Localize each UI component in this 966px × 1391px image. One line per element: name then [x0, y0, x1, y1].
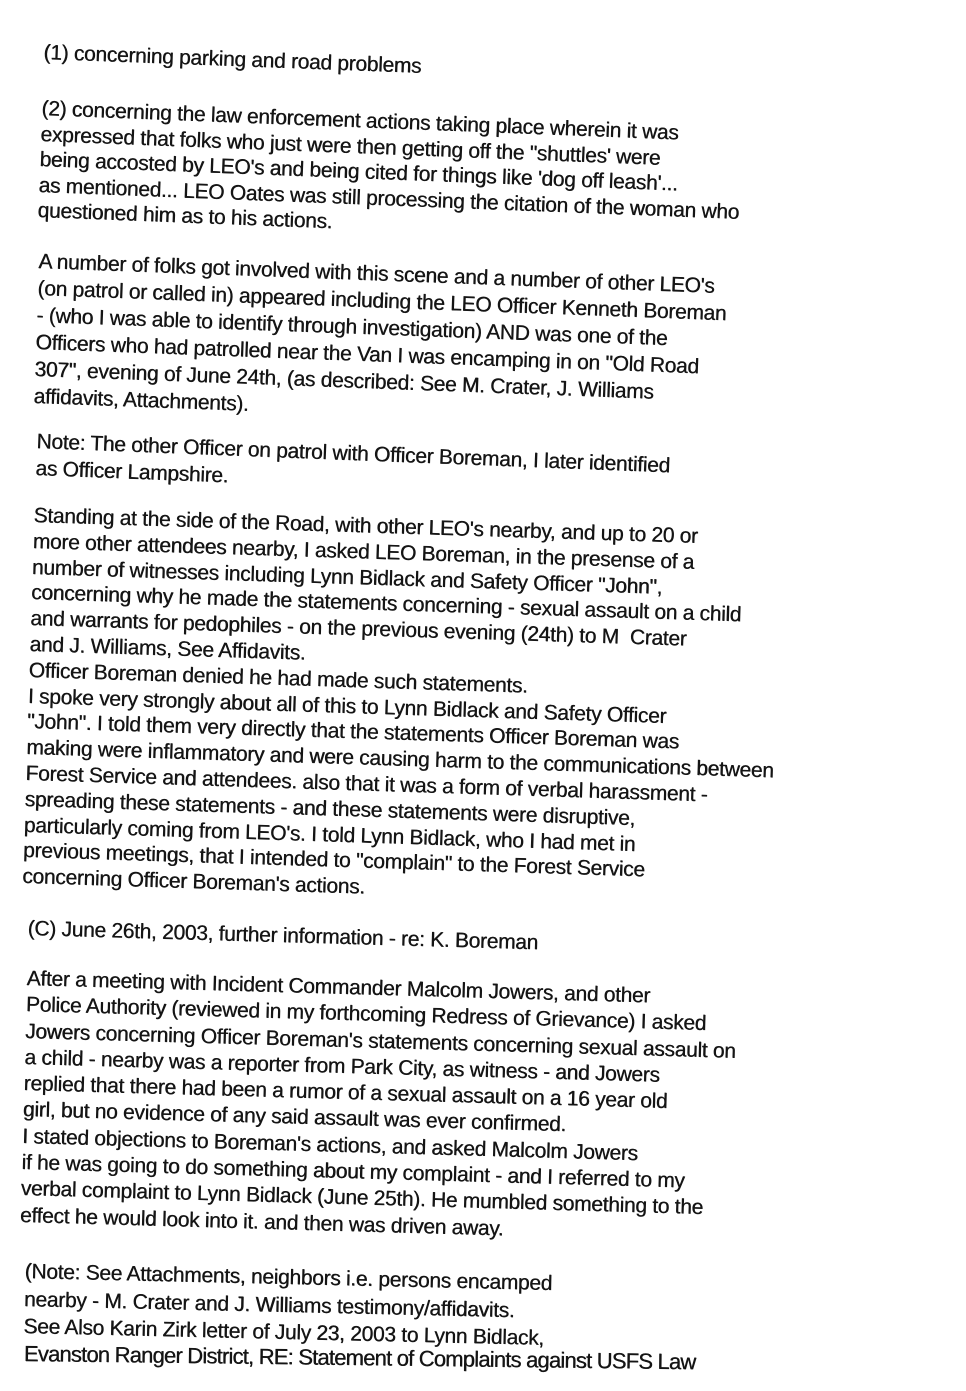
- paragraph-scene-boreman-identification: A number of folks got involved with this scene and a number of other LEO's (on patrol or called in) appeared including the LEO Officer Kenneth Boreman - (who I was able to identify through investigation) AND was one of the Officers who had patrolled near the Van I was encamping in on "Old Road 307", evening of June 24th, (as described: See M. Crater, J. Williams affidavits, Attachments).: [33, 249, 727, 416]
- paragraph-section-c-heading: (C) June 26th, 2003, further information - re: K. Boreman: [27, 916, 539, 955]
- paragraph-closing-note-attachments: (Note: See Attachments, neighbors i.e. persons encamped nearby - M. Crater and J. Williams testimony/affidavits. See Also Karin Zirk letter of July 23, 2003 to Lynn Bidlack,: [23, 1259, 553, 1350]
- paragraph-roadside-confrontation: Standing at the side of the Road, with other LEO's nearby, and up to 20 or more other attendees nearby, I asked LEO Boreman, in the presense of a number of witnesses including Lynn Bidlack and Safety Officer "John", concerning why he made the statements concerning - sexual assault on a child and warrants for pedophiles - on the previous evening (24th) to M Crater and J. Williams, See Affidavits. Officer Boreman denied he had made such statements. I spoke very strongly about all of this to Lynn Bidlack and Safety Officer "John". I told them very directly that the statements Officer Boreman was making were inflammatory and were causing harm to the communications between Forest Service and attendees. also that it was a form of verbal harassment - spreading these statements - and these statements were disruptive, particularly coming from LEO's. I told Lynn Bidlack, who I had met in previous meetings, that I intended to "complain" to the Forest Service concerning Officer Boreman's actions.: [21, 503, 774, 899]
- paragraph-item-1-parking: (1) concerning parking and road problems: [43, 40, 422, 78]
- paragraph-item-2-law-enforcement: (2) concerning the law enforcement actions taking place wherein it was expressed that folks who just were then getting off the "shuttles' were being accosted by LEO's and being cited for things like 'dog off leash'... as mentioned... LEO Oates was still processing the citation of the woman who questioned him as to his actions.: [37, 96, 740, 234]
- paragraph-jowers-meeting: After a meeting with Incident Commander Malcolm Jowers, and other Police Authority (reviewed in my forthcoming Redress of Grievance) I asked Jowers concerning Officer Boreman's statements concerning sexual assault on a child - nearby was a reporter from Park City, as witness - and Jowers replied that there had been a rumor of a sexual assault on a 16 year old girl, but no evidence of any said assault was ever confirmed. I stated objections to Boreman's actions, and asked Malcolm Jowers if he was going to do something about my complaint - and I referred to my verbal complaint to Lynn Bidlack (June 25th). He mumbled something to the effect he would look into it. and then was driven away.: [19, 966, 736, 1241]
- paragraph-closing-note-evanston-line: Evanston Ranger District, RE: Statement of Complaints against USFS Law: [23, 1340, 696, 1375]
- paragraph-note-officer-lampshire: Note: The other Officer on patrol with Officer Boreman, I later identified as Officer Lampshire.: [35, 429, 671, 488]
